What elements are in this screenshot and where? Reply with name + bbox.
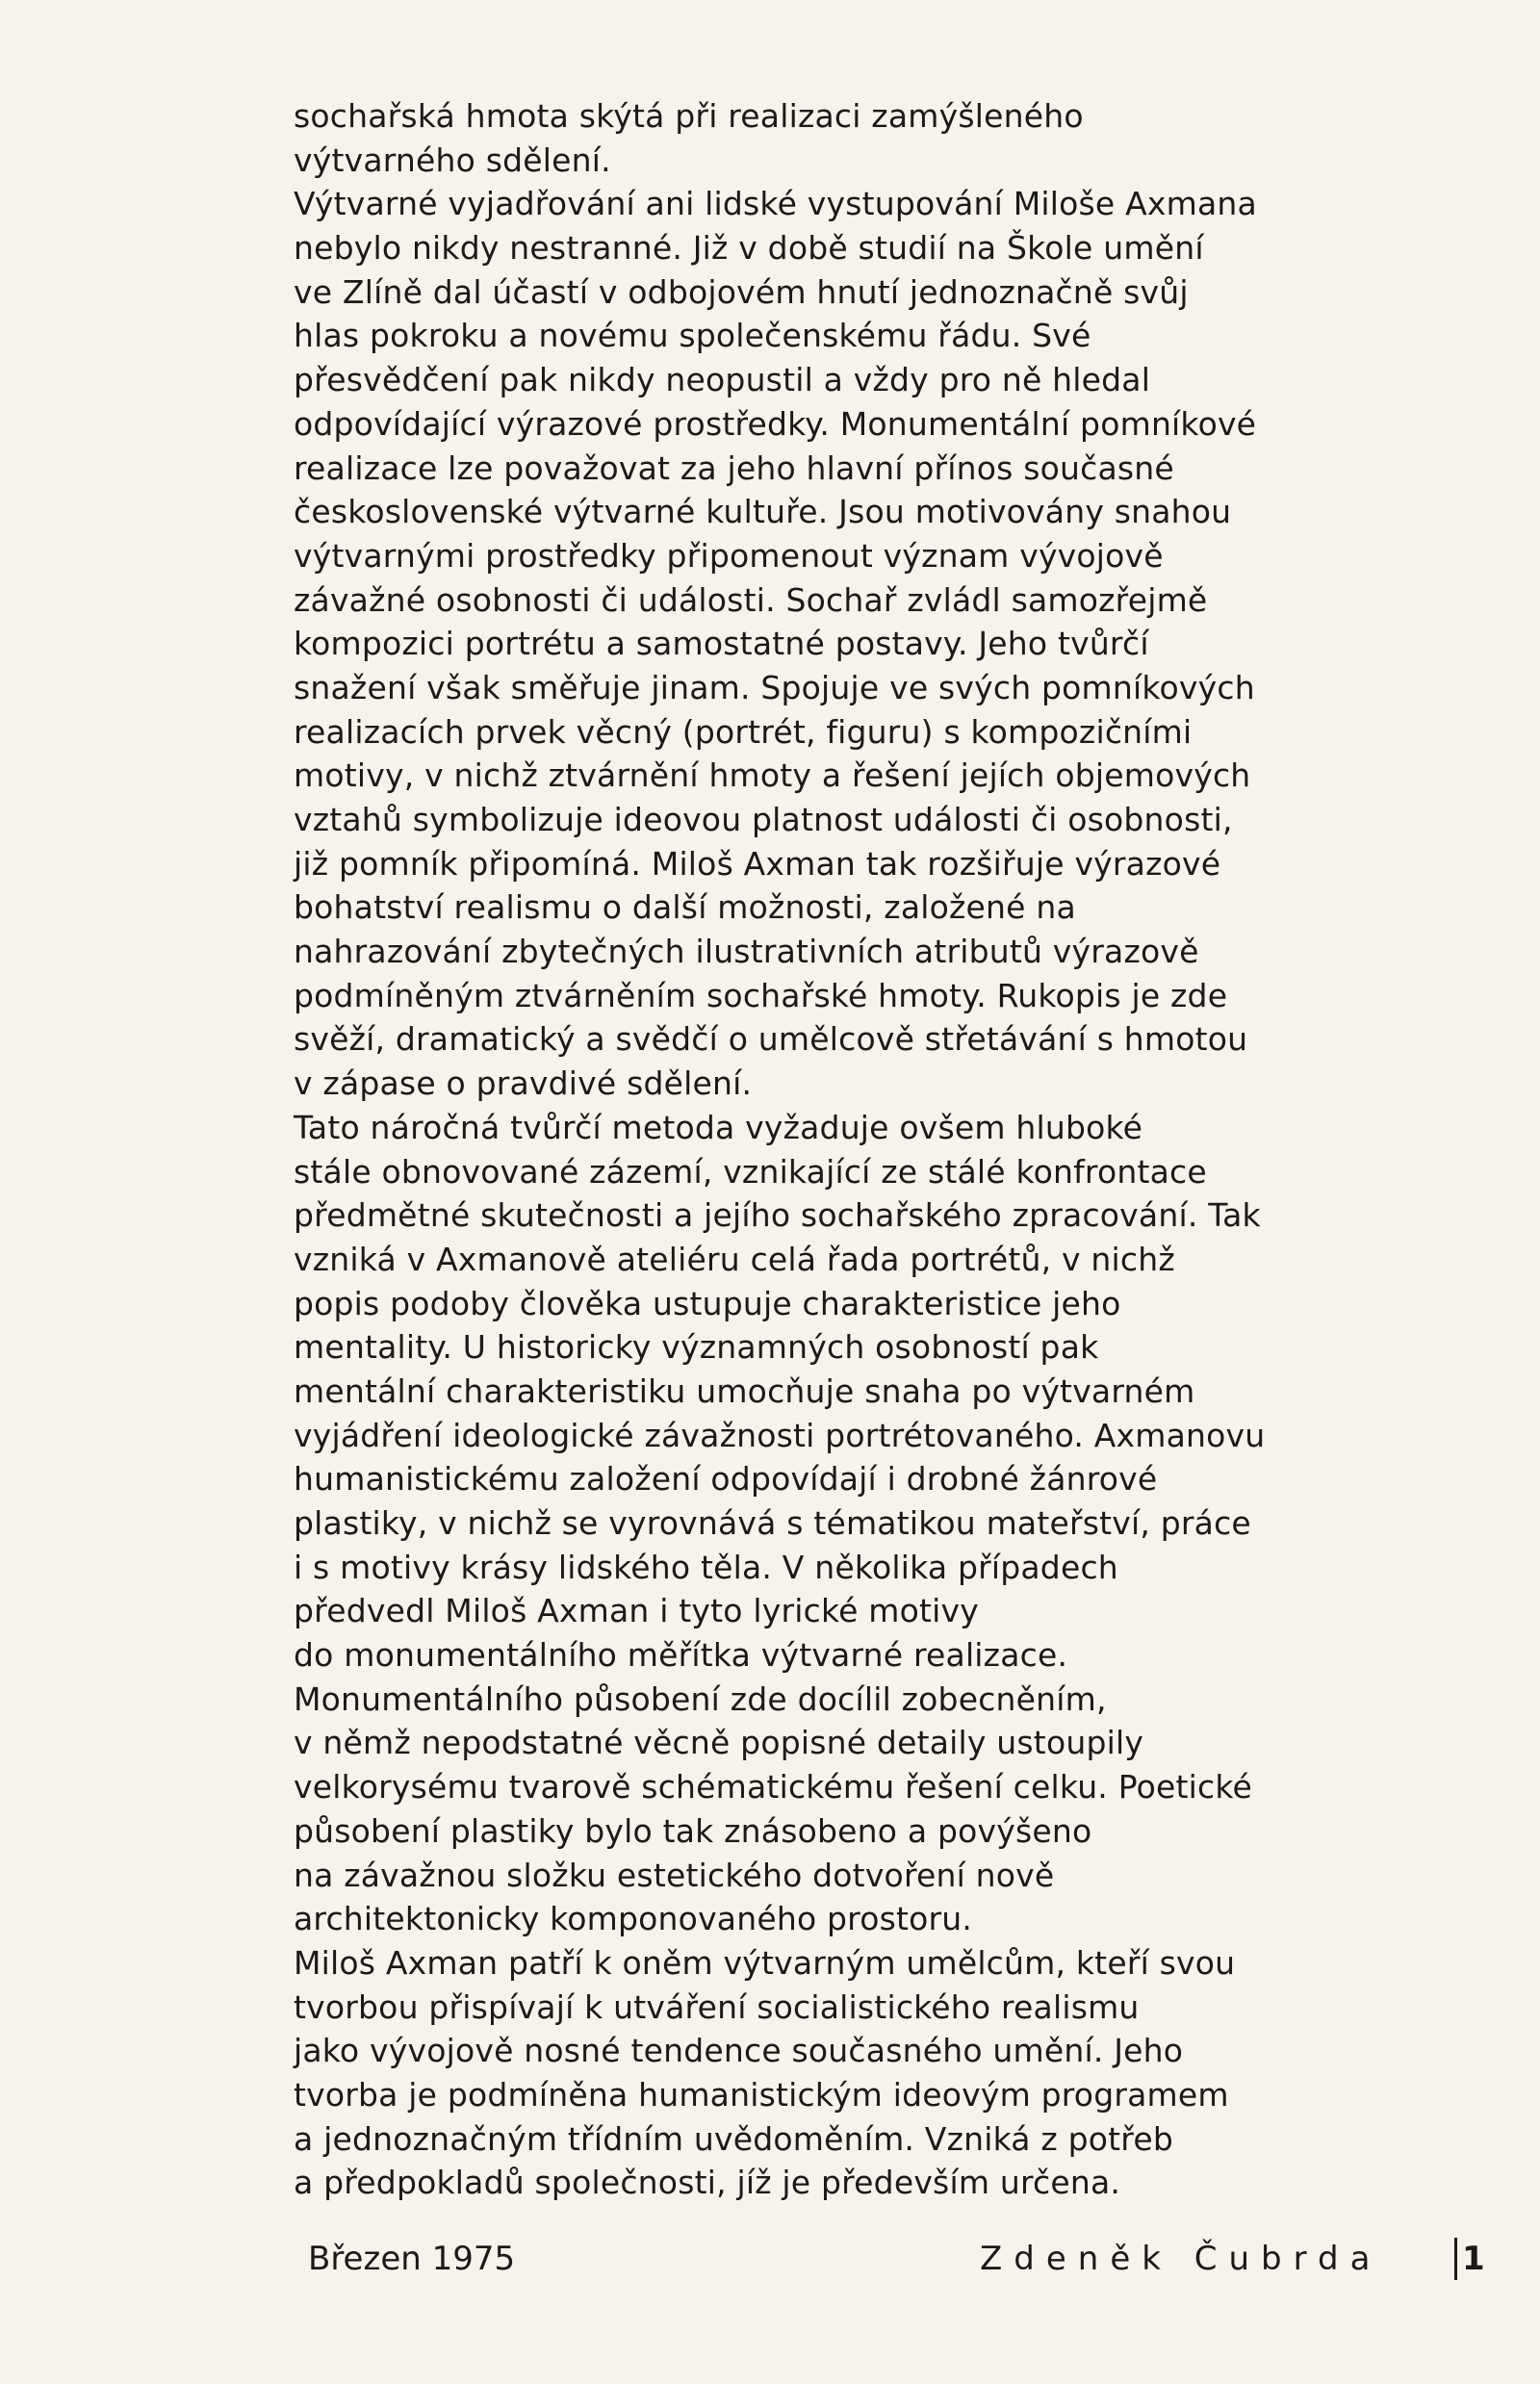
text-line: sochařská hmota skýtá při realizaci zamýšleného: [294, 97, 1084, 135]
text-line: architektonicky komponovaného prostoru.: [294, 1900, 973, 1938]
text-line: Výtvarné vyjadřování ani lidské vystupování Miloše Axmana: [294, 185, 1257, 223]
text-line: realizacích prvek věcný (portrét, figuru) s kompozičními: [294, 712, 1193, 751]
text-line: do monumentálního měřítka výtvarné realizace.: [294, 1636, 1068, 1675]
text-line: působení plastiky bylo tak znásobeno a povýšeno: [294, 1811, 1092, 1850]
text-line: snažení však směřuje jinam. Spojuje ve svých pomníkových: [294, 668, 1255, 706]
text-line: již pomník připomíná. Miloš Axman tak rozšiřuje výrazové: [294, 844, 1221, 883]
text-line: mentality. U historicky významných osobností pak: [294, 1328, 1099, 1367]
text-line: výtvarnými prostředky připomenout význam vývojově: [294, 536, 1164, 575]
text-line: podmíněným ztvárněním sochařské hmoty. Rukopis je zde: [294, 976, 1228, 1014]
text-line: plastiky, v nichž se vyrovnává s tématikou mateřství, práce: [294, 1504, 1251, 1542]
text-line: nebylo nikdy nestranné. Již v době studií na Škole umění: [294, 229, 1204, 268]
text-line: hlas pokroku a novému společenskému řádu. Své: [294, 317, 1091, 355]
text-line: výtvarného sdělení.: [294, 141, 611, 179]
text-line: na závažnou složku estetického dotvoření nově: [294, 1856, 1055, 1894]
text-line: popis podoby člověka ustupuje charakteristice jeho: [294, 1284, 1121, 1322]
text-line: odpovídající výrazové prostředky. Monumentální pomníkové: [294, 404, 1257, 443]
text-line: ve Zlíně dal účastí v odbojovém hnutí jednoznačně svůj: [294, 272, 1189, 311]
text-line: svěží, dramatický a svědčí o umělcově střetávání s hmotou: [294, 1020, 1248, 1059]
text-line: motivy, v nichž ztvárnění hmoty a řešení jejích objemových: [294, 756, 1251, 795]
essay-body-text: [294, 94, 1362, 2205]
text-line: v zápase o pravdivé sdělení.: [294, 1064, 753, 1103]
text-line: československé výtvarné kultuře. Jsou motivovány snahou: [294, 493, 1232, 531]
text-line: vzniká v Axmanově ateliéru celá řada portrétů, v nichž: [294, 1240, 1175, 1278]
text-line: předmětné skutečnosti a jejího sochařského zpracování. Tak: [294, 1196, 1261, 1235]
text-line: i s motivy krásy lidského těla. V několika případech: [294, 1548, 1118, 1586]
text-line: Monumentálního působení zde docílil zobecněním,: [294, 1679, 1107, 1718]
text-line: Miloš Axman patří k oněm výtvarným umělcům, kteří svou: [294, 1943, 1236, 1982]
text-line: humanistickému založení odpovídají i drobné žánrové: [294, 1460, 1158, 1499]
page-number: 1: [1462, 2240, 1485, 2278]
text-line: a jednoznačným třídním uvědoměním. Vzniká z potřeb: [294, 2119, 1174, 2158]
text-line: závažné osobnosti či události. Sochař zvládl samozřejmě: [294, 580, 1208, 619]
footer-date: Březen 1975: [308, 2240, 516, 2278]
text-line: bohatství realismu o další možnosti, založené na: [294, 888, 1076, 927]
text-line: tvorba je podmíněna humanistickým ideovým programem: [294, 2075, 1229, 2114]
text-line: v němž nepodstatné věcně popisné detaily ustoupily: [294, 1724, 1144, 1762]
text-line: mentální charakteristiku umocňuje snaha po výtvarném: [294, 1371, 1195, 1410]
page-marker-rule: [1454, 2238, 1457, 2280]
footer-author: Zdeněk Čubrda: [980, 2240, 1382, 2278]
text-line: kompozici portrétu a samostatné postavy. Jeho tvůrčí: [294, 625, 1149, 663]
text-line: realizace lze považovat za jeho hlavní přínos současné: [294, 449, 1174, 487]
text-line: předvedl Miloš Axman i tyto lyrické motivy: [294, 1592, 979, 1630]
text-line: jako vývojově nosné tendence současného umění. Jeho: [294, 2032, 1184, 2070]
text-line: nahrazování zbytečných ilustrativních atributů výrazově: [294, 933, 1199, 971]
text-line: Tato náročná tvůrčí metoda vyžaduje ovšem hluboké: [294, 1108, 1143, 1146]
text-line: tvorbou přispívají k utváření socialistického realismu: [294, 1987, 1140, 2026]
text-line: vztahů symbolizuje ideovou platnost události či osobnosti,: [294, 801, 1233, 838]
text-line: vyjádření ideologické závažnosti portrétovaného. Axmanovu: [294, 1416, 1266, 1454]
text-line: a předpokladů společnosti, jíž je především určena.: [294, 2164, 1121, 2202]
text-line: stále obnovované zázemí, vznikající ze stálé konfrontace: [294, 1152, 1207, 1191]
text-line: velkorysému tvarově schématickému řešení celku. Poetické: [294, 1768, 1252, 1807]
text-line: přesvědčení pak nikdy neopustil a vždy pro ně hledal: [294, 361, 1151, 399]
